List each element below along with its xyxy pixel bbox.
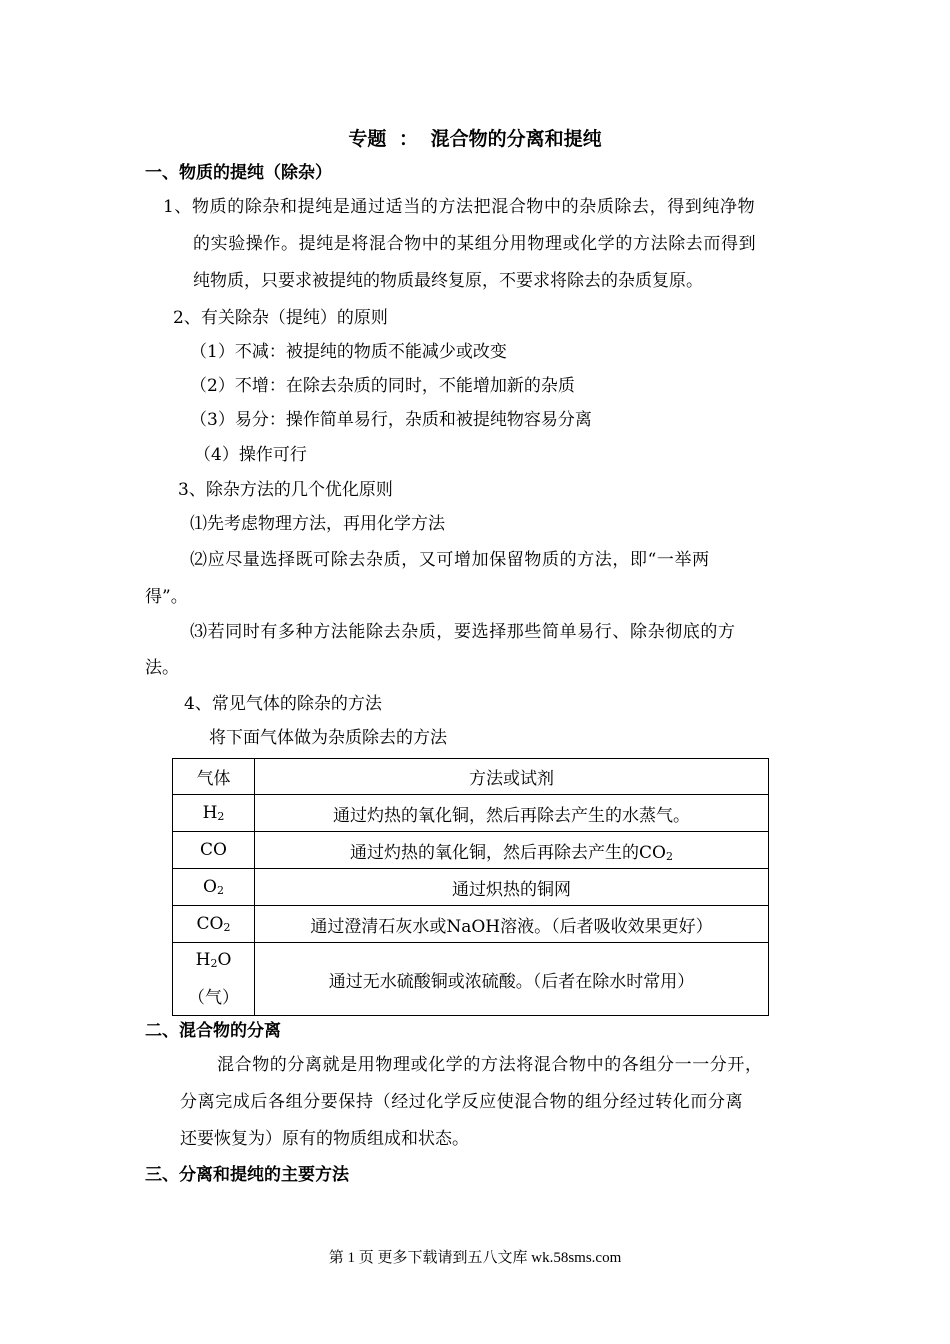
section2-line1: 混合物的分离就是用物理或化学的方法将混合物中的各组分一一分开， xyxy=(217,1055,763,1075)
optimization-item-3-line2: 法。 xyxy=(145,658,179,678)
section2-line2: 分离完成后各组分要保持（经过化学反应使混合物的组分经过转化而分离 xyxy=(180,1092,744,1112)
section2-line3: 还要恢复为）原有的物质组成和状态。 xyxy=(180,1129,469,1149)
section1-p1-line1: 1、物质的除杂和提纯是通过适当的方法把混合物中的杂质除去，得到纯净物 xyxy=(163,197,756,217)
section1-p2-heading: 2、有关除杂（提纯）的原则 xyxy=(173,308,388,328)
optimization-item-2-line1: ⑵应尽量选择既可除去杂质，又可增加保留物质的方法，即“一举两 xyxy=(190,550,710,570)
gas-cell: $O_2$ xyxy=(173,869,255,906)
principle-item: （1）不减：被提纯的物质不能减少或改变 xyxy=(190,342,507,362)
table-row xyxy=(173,869,769,906)
method-cell: 通过灼热的氧化铜，然后再除去产生的水蒸气。 xyxy=(255,795,769,832)
table-row xyxy=(173,943,769,1016)
table-header-row xyxy=(173,759,769,795)
table-row xyxy=(173,795,769,832)
optimization-item-2-line2: 得”。 xyxy=(145,587,188,607)
section1-p1-line3: 纯物质，只要求被提纯的物质最终复原，不要求将除去的杂质复原。 xyxy=(193,271,703,291)
header-method: 方法或试剂 xyxy=(255,759,769,795)
header-gas: 气体 xyxy=(173,759,255,795)
principle-item: （4）操作可行 xyxy=(194,445,307,465)
section1-heading: 一、物质的提纯（除杂） xyxy=(145,163,332,183)
method-cell: 通过澄清石灰水或NaOH溶液。（后者吸收效果更好） xyxy=(255,906,769,943)
section1-p3-heading: 3、除杂方法的几个优化原则 xyxy=(178,480,393,500)
optimization-item-3-line1: ⑶若同时有多种方法能除去杂质，要选择那些简单易行、除杂彻底的方 xyxy=(190,622,736,642)
table-row xyxy=(173,906,769,943)
principle-item: （2）不增：在除去杂质的同时，不能增加新的杂质 xyxy=(190,376,575,396)
section2-heading: 二、混合物的分离 xyxy=(145,1021,281,1041)
principle-item: （3）易分：操作简单易行，杂质和被提纯物容易分离 xyxy=(190,410,592,430)
method-cell: 通过灼热的氧化铜，然后再除去产生的$CO_2$ xyxy=(255,832,769,869)
page-footer: 第 1 页 更多下载请到五八文库 wk.58sms.com xyxy=(328,1250,622,1266)
section3-heading: 三、分离和提纯的主要方法 xyxy=(145,1165,349,1185)
gas-cell: $H_2$ xyxy=(173,795,255,832)
section1-p4-heading: 4、常见气体的除杂的方法 xyxy=(184,694,382,714)
gas-cell: $H_2O$ （气） xyxy=(173,943,255,1016)
method-cell: 通过无水硫酸铜或浓硫酸。（后者在除水时常用） xyxy=(255,943,769,1016)
optimization-item-1: ⑴先考虑物理方法，再用化学方法 xyxy=(190,514,445,534)
table-row xyxy=(173,832,769,869)
gas-cell: CO xyxy=(173,832,255,869)
gas-removal-table xyxy=(172,758,769,1016)
page-title: 专题 ： 混合物的分离和提纯 xyxy=(348,128,602,150)
gas-cell: $CO_2$ xyxy=(173,906,255,943)
section1-p1-line2: 的实验操作。提纯是将混合物中的某组分用物理或化学的方法除去而得到 xyxy=(193,234,757,254)
method-cell: 通过炽热的铜网 xyxy=(255,869,769,906)
table-intro: 将下面气体做为杂质除去的方法 xyxy=(209,728,447,748)
